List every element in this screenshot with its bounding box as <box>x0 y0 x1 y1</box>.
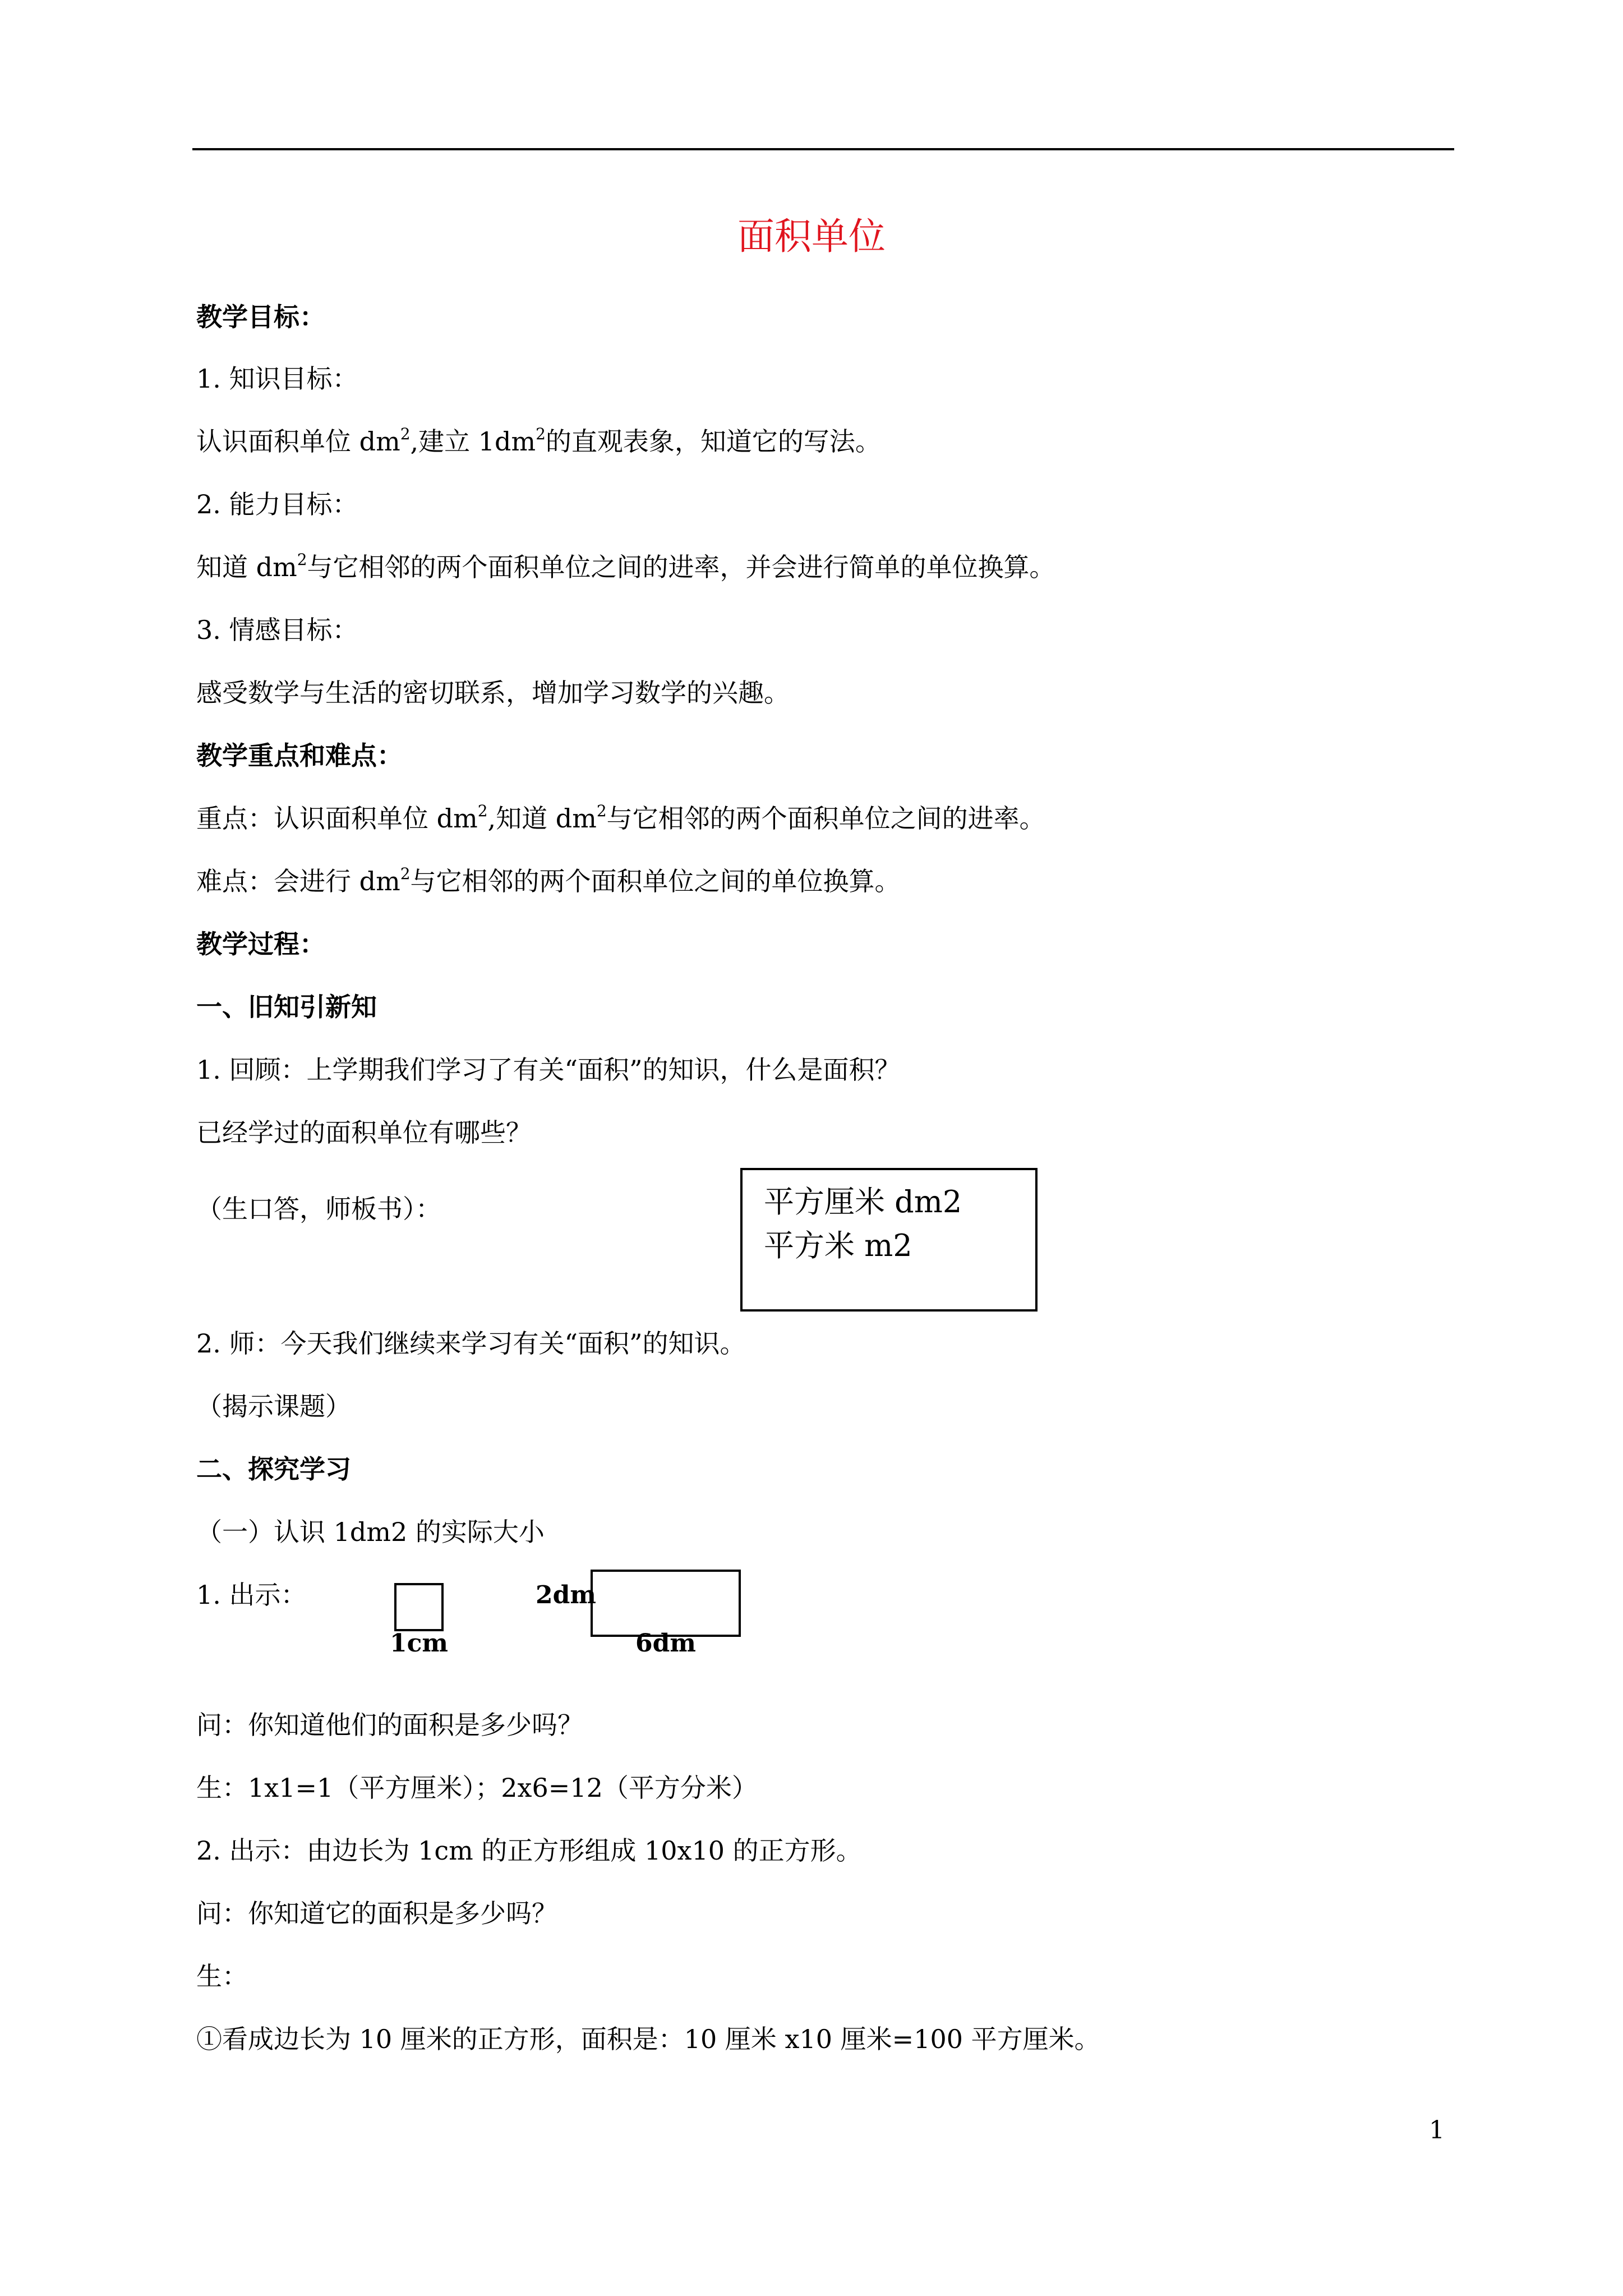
review-note: （生口答，师板书）： <box>196 1194 441 1224</box>
page-title: 面积单位 <box>737 215 886 258</box>
objective-2-label: 2. 能力目标： <box>196 489 358 519</box>
reveal-text: （揭示课题） <box>196 1391 351 1421</box>
key-point-text: 重点：认识面积单位 $dm^2$,知道 $dm^2$与它相邻的两个面积单位之间的进率。 <box>196 802 1045 834</box>
process-heading: 教学过程： <box>196 929 325 959</box>
section-2-heading: 二、探究学习 <box>196 1454 351 1484</box>
teacher-text: 2. 师：今天我们继续来学习有关“面积”的知识。 <box>196 1328 746 1359</box>
key-points-heading: 教学重点和难点： <box>196 740 403 771</box>
show-1-text: 1. 出示： <box>196 1580 307 1610</box>
header-rule <box>192 148 1454 150</box>
review-text: 1. 回顾：上学期我们学习了有关“面积”的知识，什么是面积？ <box>196 1055 901 1085</box>
board-line-2: 平方米 m2 <box>764 1228 912 1263</box>
page-number: 1 <box>1429 2116 1445 2145</box>
answer-2-label: 生： <box>196 1961 248 1991</box>
difficulty-text: 难点：会进行 $dm^2$与它相邻的两个面积单位之间的单位换算。 <box>196 864 901 896</box>
small-square-label: 1cm <box>390 1629 448 1658</box>
rectangle-height-label: 2dm <box>536 1581 596 1609</box>
objective-2-text: 知道 $dm^2$与它相邻的两个面积单位之间的进率，并会进行简单的单位换算。 <box>196 550 1055 582</box>
objective-1-text: 认识面积单位 $dm^2$,建立 $1dm^2$的直观表象，知道它的写法。 <box>196 425 881 457</box>
objective-3-label: 3. 情感目标： <box>196 615 358 645</box>
review-question: 已经学过的面积单位有哪些？ <box>196 1117 532 1148</box>
answer-2-item-1: ①看成边长为 10 厘米的正方形，面积是：10 厘米 x10 厘米=100 平方厘米。 <box>196 2024 1100 2054</box>
question-1: 问：你知道他们的面积是多少吗？ <box>196 1710 583 1740</box>
rectangle-width-label: 6dm <box>635 1629 696 1658</box>
subsection-1-text: （一）认识 1dm2 的实际大小 <box>196 1517 545 1547</box>
objective-1-label: 1. 知识目标： <box>196 364 358 394</box>
answer-1: 生：1x1=1（平方厘米）；2x6=12（平方分米） <box>196 1773 758 1803</box>
board-line-1: 平方厘米 dm2 <box>764 1184 962 1220</box>
blackboard-box <box>740 1168 1038 1312</box>
section-1-heading: 一、旧知引新知 <box>196 992 377 1022</box>
small-square-shape <box>394 1583 444 1631</box>
show-2-text: 2. 出示：由边长为 1cm 的正方形组成 10x10 的正方形。 <box>196 1835 862 1866</box>
question-2: 问：你知道它的面积是多少吗？ <box>196 1898 557 1929</box>
objective-3-text: 感受数学与生活的密切联系，增加学习数学的兴趣。 <box>196 678 790 708</box>
objectives-heading: 教学目标： <box>196 302 325 332</box>
